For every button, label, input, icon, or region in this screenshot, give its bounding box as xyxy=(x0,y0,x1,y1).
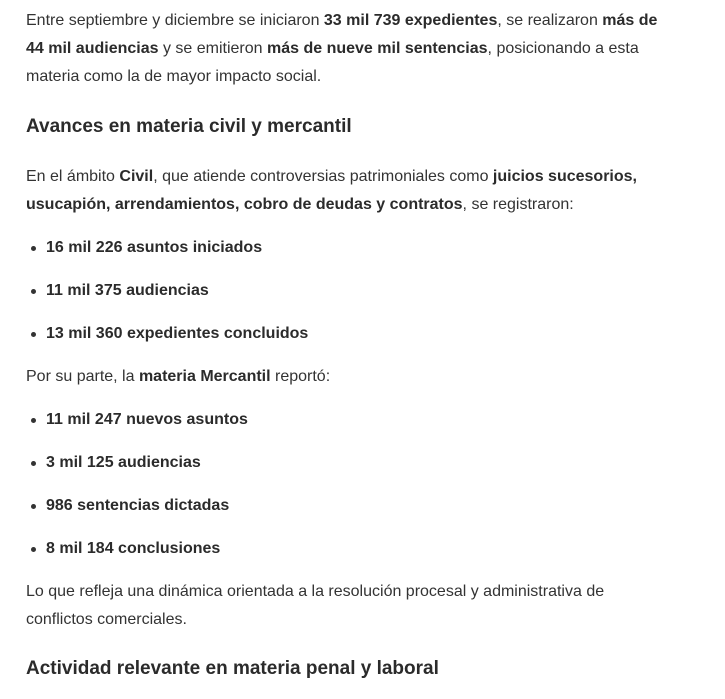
penal-heading: Actividad relevante en materia penal y laboral xyxy=(26,658,439,679)
civil-heading: Avances en materia civil y mercantil xyxy=(26,116,352,137)
civil-list xyxy=(26,234,666,348)
list-item: 11 mil 247 nuevos asuntos xyxy=(26,406,666,434)
civil-paragraph: En el ámbito Civil, que atiende controversias patrimoniales como juicios sucesorios, usucapión, arrendamientos, cobro de deudas y contratos, se registraron: xyxy=(26,168,637,213)
mercantil-paragraph: Por su parte, la materia Mercantil reportó: xyxy=(26,368,331,385)
list-item: 986 sentencias dictadas xyxy=(26,492,666,520)
list-item: 16 mil 226 asuntos iniciados xyxy=(26,234,666,262)
mercantil-list xyxy=(26,406,666,563)
outro-paragraph: Lo que refleja una dinámica orientada a la resolución procesal y administrativa de conflictos comerciales. xyxy=(26,583,605,628)
list-item: 3 mil 125 audiencias xyxy=(26,449,666,477)
list-item: 11 mil 375 audiencias xyxy=(26,277,666,305)
article-body xyxy=(26,7,666,683)
intro-paragraph: Entre septiembre y diciembre se iniciaron 33 mil 739 expedientes, se realizaron más de 44 mil audiencias y se emitieron más de nueve mil sentencias, posicionando a esta materia como la de mayor impacto social. xyxy=(26,12,658,85)
list-item: 8 mil 184 conclusiones xyxy=(26,535,666,563)
list-item: 13 mil 360 expedientes concluidos xyxy=(26,320,666,348)
